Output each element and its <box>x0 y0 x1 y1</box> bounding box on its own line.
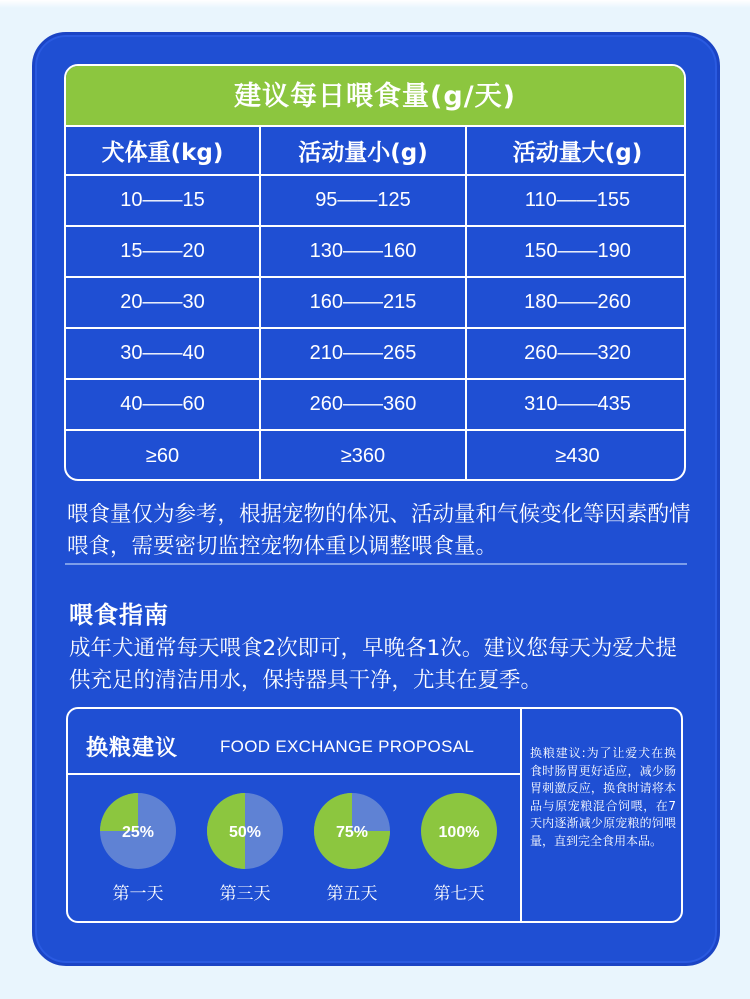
weight-cell: ≥60 <box>66 430 260 481</box>
section-divider <box>65 563 687 565</box>
pie-percent-label: 50% <box>228 824 262 841</box>
food-exchange-box <box>66 707 683 923</box>
low-activity-cell: 260——360 <box>260 379 466 430</box>
weight-cell: 10——15 <box>66 175 260 226</box>
stage-day-5 <box>312 791 392 904</box>
exchange-header <box>68 709 520 775</box>
low-activity-cell: ≥360 <box>260 430 466 481</box>
low-activity-cell: 130——160 <box>260 226 466 277</box>
stage-day-7 <box>419 791 499 904</box>
high-activity-cell: 180——260 <box>466 277 686 328</box>
exchange-title-en: FOOD EXCHANGE PROPOSAL <box>220 737 475 756</box>
stage-day-label: 第五天 <box>326 884 378 904</box>
feeding-info-card <box>32 32 720 966</box>
weight-cell: 20——30 <box>66 277 260 328</box>
table-row <box>66 328 686 379</box>
stage-day-3 <box>205 791 285 904</box>
guide-title: 喂食指南 <box>69 601 169 629</box>
high-activity-cell: 110——155 <box>466 175 686 226</box>
header-weight: 犬体重(kg) <box>66 127 260 175</box>
pie-chart-icon <box>98 791 178 871</box>
pie-percent-label: 100% <box>438 824 480 841</box>
table-row <box>66 430 686 481</box>
feeding-table <box>64 64 686 481</box>
weight-cell: 15——20 <box>66 226 260 277</box>
table-row <box>66 379 686 430</box>
table-title: 建议每日喂食量(g/天) <box>66 66 684 127</box>
exchange-divider <box>520 709 522 921</box>
guide-text: 成年犬通常每天喂食2次即可，早晚各1次。建议您每天为爱犬提供充足的清洁用水，保持器具干净，尤其在夏季。 <box>69 636 677 693</box>
pie-chart-icon <box>205 791 285 871</box>
high-activity-cell: ≥430 <box>555 444 600 467</box>
stage-day-label: 第一天 <box>112 884 164 904</box>
table-row <box>66 175 686 226</box>
header-high-activity: 活动量大(g) <box>466 127 686 175</box>
table-row <box>66 277 686 328</box>
pie-chart-icon <box>419 791 499 871</box>
low-activity-cell: 95——125 <box>260 175 466 226</box>
table-header-row <box>66 127 686 175</box>
exchange-side-note: 换粮建议:为了让爱犬在换食时肠胃更好适应，减少肠胃刺激反应，换食时请将本品与原宠粮混合饲喂，在7天内逐渐减少原宠粮的饲喂量，直到完全食用本品。 <box>530 746 676 848</box>
pie-percent-label: 75% <box>335 824 369 841</box>
stage-day-1 <box>98 791 178 904</box>
exchange-title: 换粮建议 <box>86 736 179 761</box>
weight-cell: 30——40 <box>66 328 260 379</box>
pie-chart-icon <box>312 791 392 871</box>
stage-day-label: 第三天 <box>219 884 271 904</box>
low-activity-cell: 160——215 <box>260 277 466 328</box>
feeding-note: 喂食量仅为参考，根据宠物的体况、活动量和气候变化等因素酌情喂食，需要密切监控宠物体重以调整喂食量。 <box>67 502 691 559</box>
high-activity-cell: 260——320 <box>466 328 686 379</box>
top-strip <box>0 0 750 8</box>
low-activity-cell: 210——265 <box>260 328 466 379</box>
header-low-activity: 活动量小(g) <box>260 127 466 175</box>
stage-day-label: 第七天 <box>433 884 485 904</box>
high-activity-cell: 150——190 <box>466 226 686 277</box>
high-activity-cell: 310——435 <box>466 379 686 430</box>
weight-cell: 40——60 <box>66 379 260 430</box>
pie-percent-label: 25% <box>121 824 155 841</box>
table-row <box>66 226 686 277</box>
